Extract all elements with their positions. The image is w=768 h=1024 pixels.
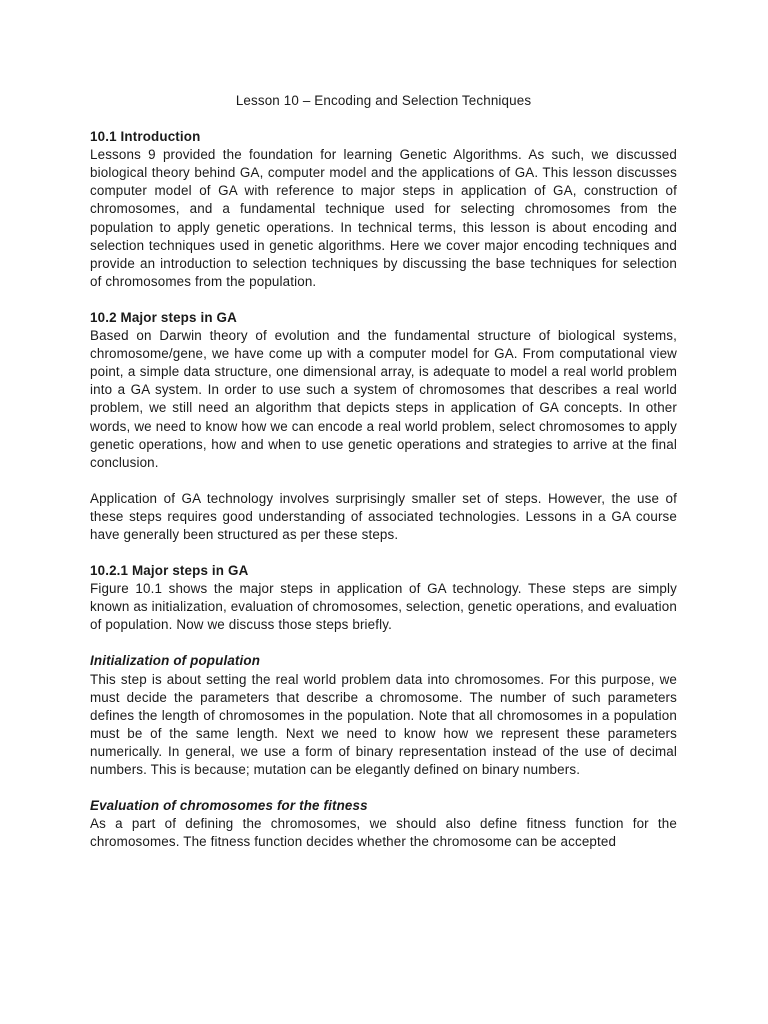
section-heading: 10.2.1 Major steps in GA	[90, 563, 249, 579]
subsection-heading: Evaluation of chromosomes for the fitness	[90, 798, 368, 814]
section-heading: 10.2 Major steps in GA	[90, 309, 237, 325]
document-page	[90, 92, 677, 869]
subsection-heading: Initialization of population	[90, 653, 261, 669]
section-paragraph: As a part of defining the chromosomes, we should also define fitness function for the chromosomes. The fitness function decides whether the chromosome can be accepted	[90, 816, 677, 850]
section-initialization	[90, 652, 677, 779]
section-major-steps	[90, 309, 677, 544]
section-paragraph: This step is about setting the real world problem data into chromosomes. For this purpose, we must decide the parameters that describe a chromosome. The number of such parameters defines the length of chromosomes in the population. Note that all chromosomes in a population must be of the same length. Next we need to know how we represent these parameters numerically. In general, we use a form of binary representation instead of the use of decimal numbers. This is because; mutation can be elegantly defined on binary numbers.	[90, 671, 677, 777]
section-evaluation	[90, 797, 677, 851]
section-paragraph: Figure 10.1 shows the major steps in application of GA technology. These steps are simply known as initialization, evaluation of chromosomes, selection, genetic operations, and evaluation of population. Now we discuss those steps briefly.	[90, 581, 677, 633]
section-paragraph: Lessons 9 provided the foundation for learning Genetic Algorithms. As such, we discussed biological theory behind GA, computer model and the applications of GA. This lesson discusses computer model of GA with reference to major steps in application of GA, construction of chromosomes, and a fundamental technique used for selecting chromosomes from the population to apply genetic operations. In technical terms, this lesson is about encoding and selection techniques used in genetic algorithms. Here we cover major encoding techniques and provide an introduction to selection techniques by discussing the base techniques for selection of chromosomes from the population.	[90, 147, 677, 289]
document-title: Lesson 10 – Encoding and Selection Techniques	[235, 93, 532, 108]
section-heading: 10.1 Introduction	[90, 129, 201, 145]
section-paragraph: Application of GA technology involves surprisingly smaller set of steps. However, the use of these steps requires good understanding of associated technologies. Lessons in a GA course have generally been structured as per these steps.	[90, 490, 677, 542]
section-major-steps-sub	[90, 562, 677, 634]
section-introduction	[90, 128, 677, 291]
section-paragraph: Based on Darwin theory of evolution and the fundamental structure of biological systems, chromosome/gene, we have come up with a computer model for GA. From computational view point, a simple data structure, one dimensional array, is adequate to model a real world problem into a GA system. In order to use such a system of chromosomes that describes a real world problem, we still need an algorithm that depicts steps in application of GA concepts. In other words, we need to know how we can encode a real world problem, select chromosomes to apply genetic operations, how and when to use genetic operations and strategies to arrive at the final conclusion.	[90, 328, 677, 470]
